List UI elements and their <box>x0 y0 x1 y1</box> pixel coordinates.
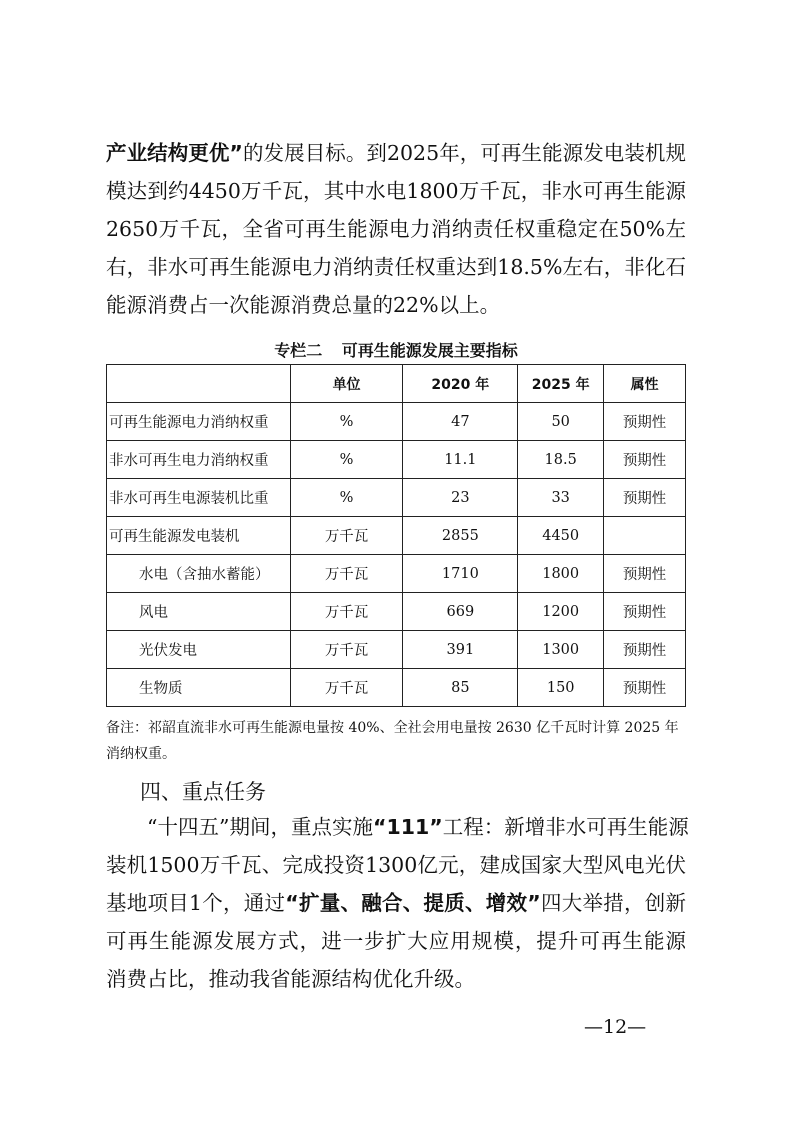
table-cell: 万千瓦 <box>290 593 403 631</box>
table-cell: 1800 <box>518 555 604 593</box>
header-cell: 2025 年 <box>518 365 604 403</box>
table-row <box>107 479 686 517</box>
table-cell: % <box>290 403 403 441</box>
text-line <box>106 888 686 918</box>
table-cell: 预期性 <box>604 479 686 517</box>
text-line: 模达到约4450万千瓦，其中水电1800万千瓦，非水可再生能源 <box>106 179 686 203</box>
text: “十四五”期间，重点实施 <box>147 815 373 839</box>
indicator-name-cell: 风电 <box>107 593 291 631</box>
table-cell: 万千瓦 <box>290 517 403 555</box>
table-cell: 预期性 <box>604 555 686 593</box>
table-cell: 1710 <box>403 555 518 593</box>
header-cell <box>107 365 291 403</box>
table-cell: 18.5 <box>518 441 604 479</box>
table-row <box>107 555 686 593</box>
table-title: 专栏二 可再生能源发展主要指标 <box>274 341 518 360</box>
indicator-name-cell: 光伏发电 <box>107 631 291 669</box>
table-cell: 23 <box>403 479 518 517</box>
table-cell <box>604 517 686 555</box>
table-cell: 50 <box>518 403 604 441</box>
bold-text: “扩量、融合、提质、增效” <box>285 891 541 915</box>
table-cell: 391 <box>403 631 518 669</box>
indicators-table <box>106 364 686 707</box>
section-heading: 四、重点任务 <box>140 780 266 804</box>
text-line <box>147 812 689 842</box>
table-cell: 1300 <box>518 631 604 669</box>
header-cell: 单位 <box>290 365 403 403</box>
table-cell: 11.1 <box>403 441 518 479</box>
table-cell: 万千瓦 <box>290 669 403 707</box>
table-cell: 万千瓦 <box>290 555 403 593</box>
header-cell: 2020 年 <box>403 365 518 403</box>
table-cell: 150 <box>518 669 604 707</box>
table-cell: 2855 <box>403 517 518 555</box>
indicator-name-cell: 生物质 <box>107 669 291 707</box>
indicator-name-cell: 可再生能源发电装机 <box>107 517 291 555</box>
text: 的发展目标。到2025年，可再生能源发电装机规 <box>242 141 686 165</box>
table-cell: 预期性 <box>604 403 686 441</box>
table-note: 备注：祁韶直流非水可再生能源电量按 40%、全社会用电量按 2630 亿千瓦时计算 2025 年消纳权重。 <box>106 720 679 762</box>
table-row <box>107 593 686 631</box>
bold-text: 产业结构更优” <box>106 141 243 165</box>
text-line: 可再生能源发展方式，进一步扩大应用规模，提升可再生能源 <box>106 929 686 953</box>
text-line <box>106 138 686 168</box>
table-row <box>107 517 686 555</box>
text: 基地项目1个，通过 <box>106 891 286 915</box>
text-line: 装机1500万千瓦、完成投资1300亿元，建成国家大型风电光伏 <box>106 853 686 877</box>
table-cell: 47 <box>403 403 518 441</box>
text: 工程：新增非水可再生能源 <box>442 815 689 839</box>
text-line: 右，非水可再生能源电力消纳责任权重达到18.5%左右，非化石 <box>106 255 686 279</box>
table-cell: 669 <box>403 593 518 631</box>
table-cell: 预期性 <box>604 593 686 631</box>
indicator-name-cell: 非水可再生电力消纳权重 <box>107 441 291 479</box>
table-row <box>107 631 686 669</box>
text-line: 能源消费占一次能源消费总量的22%以上。 <box>106 293 501 317</box>
indicator-name-cell: 水电（含抽水蓄能） <box>107 555 291 593</box>
indicator-name-cell: 可再生能源电力消纳权重 <box>107 403 291 441</box>
bold-text: “111” <box>372 815 443 839</box>
page-number: —12— <box>584 1016 647 1038</box>
table-header-row <box>107 365 686 403</box>
table-cell: % <box>290 441 403 479</box>
table-cell: % <box>290 479 403 517</box>
text-line: 2650万千瓦，全省可再生能源电力消纳责任权重稳定在50%左 <box>106 217 686 241</box>
table-cell: 4450 <box>518 517 604 555</box>
table-row <box>107 441 686 479</box>
table-cell: 预期性 <box>604 441 686 479</box>
text-line: 消费占比，推动我省能源结构优化升级。 <box>106 967 475 991</box>
table-row <box>107 669 686 707</box>
table-cell: 万千瓦 <box>290 631 403 669</box>
text: 四大举措，创新 <box>540 891 686 915</box>
table-cell: 预期性 <box>604 631 686 669</box>
header-cell: 属性 <box>604 365 686 403</box>
table-row <box>107 403 686 441</box>
table-cell: 1200 <box>518 593 604 631</box>
table-cell: 85 <box>403 669 518 707</box>
indicator-name-cell: 非水可再生电源装机比重 <box>107 479 291 517</box>
table-cell: 预期性 <box>604 669 686 707</box>
table-cell: 33 <box>518 479 604 517</box>
